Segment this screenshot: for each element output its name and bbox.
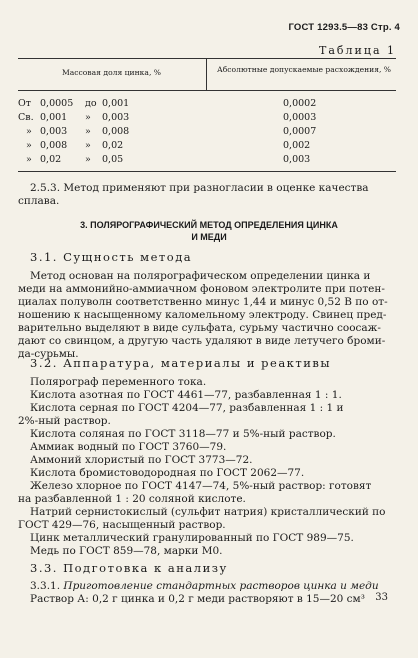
table-column-divider [206, 58, 207, 90]
section-3-title: 3. ПОЛЯРОГРАФИЧЕСКИЙ МЕТОД ОПРЕДЕЛЕНИЯ ЦИНКА И МЕДИ [80, 220, 338, 242]
table-row: » 0,003 » 0,008 0,0007 [26, 126, 317, 137]
table-title: Таблица 1 [319, 44, 396, 57]
page-number: 33 [375, 592, 388, 603]
table-col1-header: Массовая доля цинка, % [62, 68, 161, 77]
table-top-rule [18, 58, 396, 59]
table-row: » 0,02 » 0,05 0,003 [26, 154, 311, 165]
table-row: Св. 0,001 » 0,003 0,0003 [18, 112, 317, 123]
paragraph-3-2-list: Полярограф переменного тока. Кислота азотная по ГОСТ 4461—77, разбавленная 1 : 1. Кислота серная по ГОСТ 4204—77, разбавленная 1 : 1 и 2%-ный раствор. Кислота соляная по ГОСТ 3118—77 и 5%-ный раствор. Аммиак водный по ГОСТ 3760—79. Аммоний хлористый по ГОСТ 3773—72. Кислота бромистоводородная по ГОСТ 2062—77. Железо хлорное по ГОСТ 4147—74, 5%-ный раствор: готовят на разбавленной 1 : 20 соляной кислоте. Натрий сернистокислый (сульфит натрия) кристаллический по ГОСТ 429—76, насыщенный раствор. Цинк металлический гранулированный по ГОСТ 989—75. Медь по ГОСТ 859—78, марки М0. [18, 376, 386, 557]
table-col2-header: Абсолютные допускаемые расхождения, % [216, 65, 392, 74]
subsection-3-3-title: 3.3. Подготовка к анализу [30, 561, 228, 575]
table-row: От 0,0005 до 0,001 0,0002 [18, 98, 317, 109]
subsection-3-2-title: 3.2. Аппаратура, материалы и реактивы [30, 356, 332, 370]
paragraph-2-5-3: 2.5.3. Метод применяют при разногласии в оценке качества сплава. [18, 182, 369, 207]
subsection-3-1-title: 3.1. Сущность метода [30, 250, 193, 264]
paragraph-italic-title: Приготовление стандартных растворов цинка и меди [63, 580, 379, 592]
table-row: » 0,008 » 0,02 0,002 [26, 140, 311, 151]
tolerance-table [18, 58, 396, 172]
page-header: ГОСТ 1293.5—83 Стр. 4 [288, 22, 400, 33]
paragraph-number: 3.3.1. [30, 580, 61, 592]
paragraph-3-1: Метод основан на полярографическом определении цинка и меди на аммонийно-аммиачном фоновом электролите при потен- циалах полуволн соответственно минус 1,44 и минус 0,52 В по от- ношению к насыщенному каломельному электроду. Свинец пред- варительно выделяют в виде сульфата, сурьму частично соосаж- дают со свинцом, а другую часть удаляют в виде летучего броми- да-сурьмы. [18, 270, 388, 360]
table-bottom-rule [18, 171, 396, 172]
table-header-rule [18, 90, 396, 91]
paragraph-3-3-1: 3.3.1. Приготовление стандартных растворов цинка и меди Раствор А: 0,2 г цинка и 0,2 г меди растворяют в 15—20 см³ [30, 580, 379, 605]
